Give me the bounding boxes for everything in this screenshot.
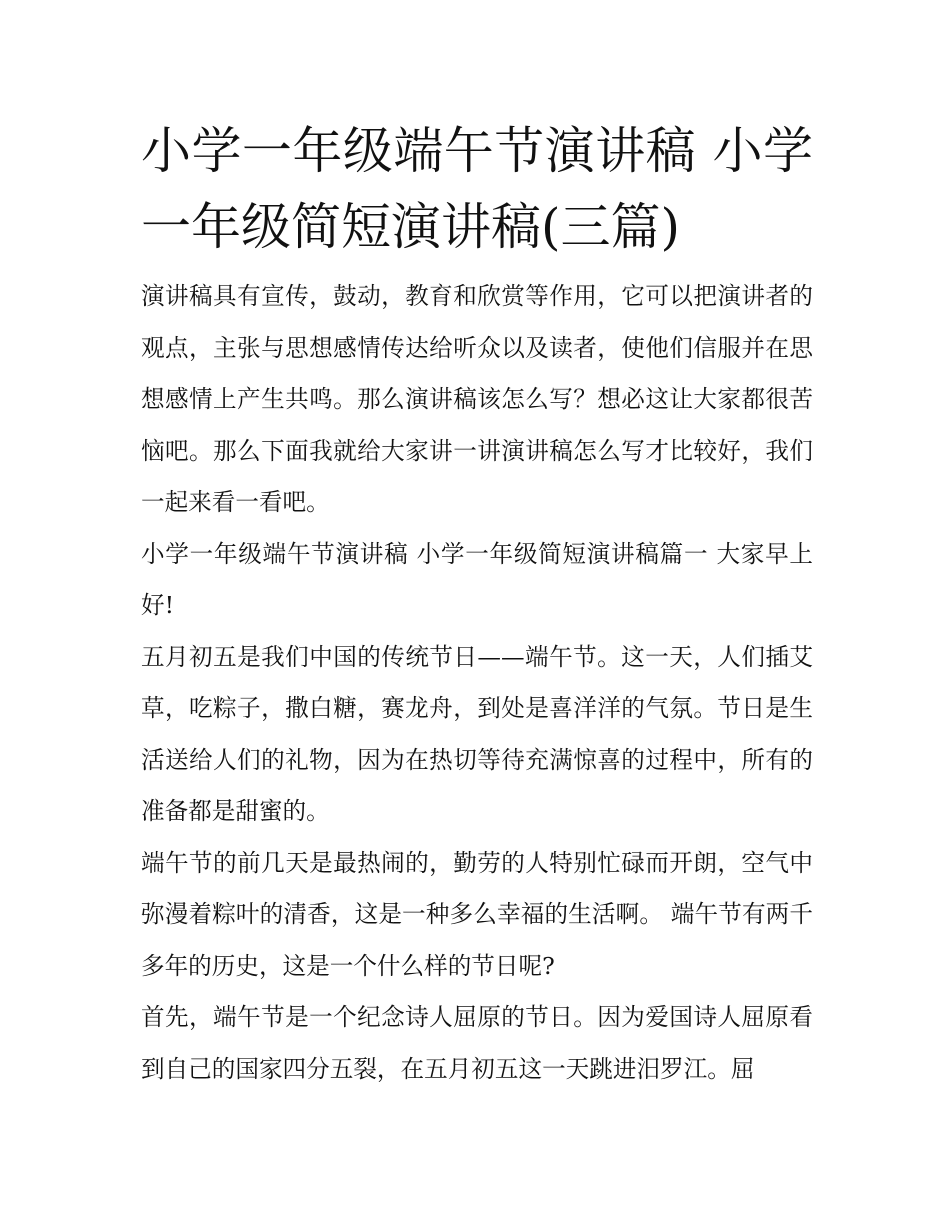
- paragraph-qu-yuan: 首先，端午节是一个纪念诗人屈原的节日。因为爱国诗人屈原看到自己的国家四分五裂，在五月初五这一天跳进汨罗江。屈: [141, 1003, 813, 1083]
- document-body: [141, 113, 813, 1095]
- document-title: 小学一年级端午节演讲稿 小学一年级简短演讲稿(三篇): [141, 122, 813, 256]
- paragraph-speech-heading: 小学一年级端午节演讲稿 小学一年级简短演讲稿篇一 大家早上好!: [141, 539, 813, 619]
- paragraph-intro: 演讲稿具有宣传，鼓动，教育和欣赏等作用，它可以把演讲者的观点，主张与思想感情传达给听众以及读者，使他们信服并在思想感情上产生共鸣。那么演讲稿该怎么写？想必这让大家都很苦恼吧。那么下面我就给大家讲一讲演讲稿怎么写才比较好，我们一起来看一看吧。: [141, 282, 813, 516]
- paragraph-dragon-boat-festival: 五月初五是我们中国的传统节日——端午节。这一天，人们插艾草，吃粽子，撒白糖，赛龙舟，到处是喜洋洋的气氛。节日是生活送给人们的礼物，因为在热切等待充满惊喜的过程中，所有的准备都是甜蜜的。: [141, 642, 813, 825]
- paragraph-festival-history: 端午节的前几天是最热闹的，勤劳的人特别忙碌而开朗，空气中弥漫着粽叶的清香，这是一种多么幸福的生活啊。 端午节有两千多年的历史，这是一个什么样的节日呢?: [141, 848, 813, 980]
